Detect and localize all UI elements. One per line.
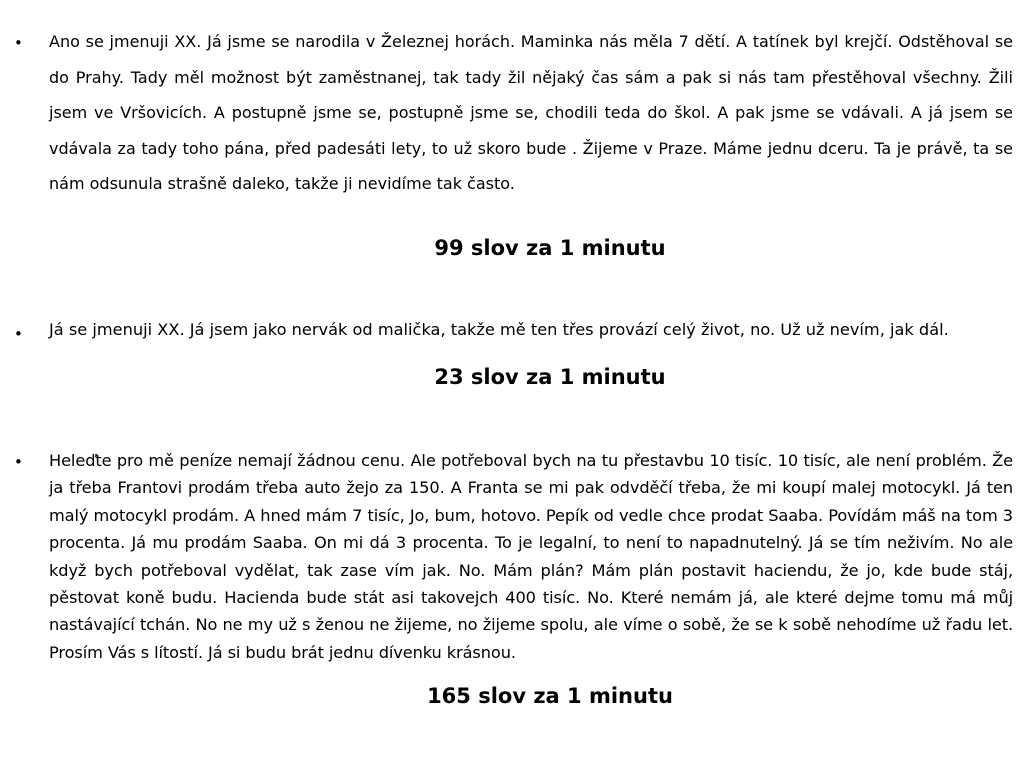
bullet-icon: • (14, 34, 23, 52)
speech-rate-label: 99 slov za 1 minutu (434, 236, 666, 260)
bullet-icon: • (14, 325, 23, 343)
transcript-paragraph: Ano se jmenuji XX. Já jsme se narodila v Železnej horách. Maminka nás měla 7 dětí. A tatínek byl krejčí. Odstěhoval se do Prahy. Tady měl možnost být zaměstnanej, tak tady žil nějaký čas sám a pak si nás tam přestěhoval všechny. Žili jsem ve Vršovicích. A postupně jsme se, postupně jsme se, chodili teda do škol. A pak jsme se vdávali. A já jsem se vdávala za tady toho pána, před padesáti lety, to už skoro bude . Žijeme v Praze. Máme jednu dceru. Ta je právě, ta se nám odsunula strašně daleko, takže ji nevidíme tak často. (49, 32, 1013, 193)
transcript-paragraph: Heleďte pro mě peníze nemají žádnou cenu. Ale potřeboval bych na tu přestavbu 10 tisíc. 10 tisíc, ale není problém. Že ja třeba Frantovi prodám třeba auto žejo za 150. A Franta se mi pak odvděčí třeba, že mi koupí malej motocykl. Já ten malý motocykl prodám. A hned mám 7 tisíc, Jo, bum, hotovo. Pepík od vedle chce prodat Saaba. Povídám máš na tom 3 procenta. Já mu prodám Saaba. On mi dá 3 procenta. To je legalní, to není to napadnutelný. Já se tím neživím. No ale když bych potřeboval vydělat, tak zase vím jak. No. Mám plán? Mám plán postavit haciendu, že jo, kde bude stáj, pěstovat koně budu. Hacienda bude stát asi takovejch 400 tisíc. No. Které nemám já, ale které dejme tomu má můj nastávající tchán. No ne my už s ženou ne žijeme, no žijeme spolu, ale víme o sobě, že se k sobě nehodíme už řadu let. Prosím Vás s lítostí. Já si budu brát jednu dívenku krásnou. (49, 451, 1013, 662)
bullet-icon: • (14, 453, 23, 471)
speech-rate-label: 23 slov za 1 minutu (434, 365, 666, 389)
transcript-paragraph: Já se jmenuji XX. Já jsem jako nervák od malička, takže mě ten třes provází celý život, no. Už už nevím, jak dál. (49, 320, 949, 339)
speech-rate-label: 165 slov za 1 minutu (427, 684, 673, 708)
